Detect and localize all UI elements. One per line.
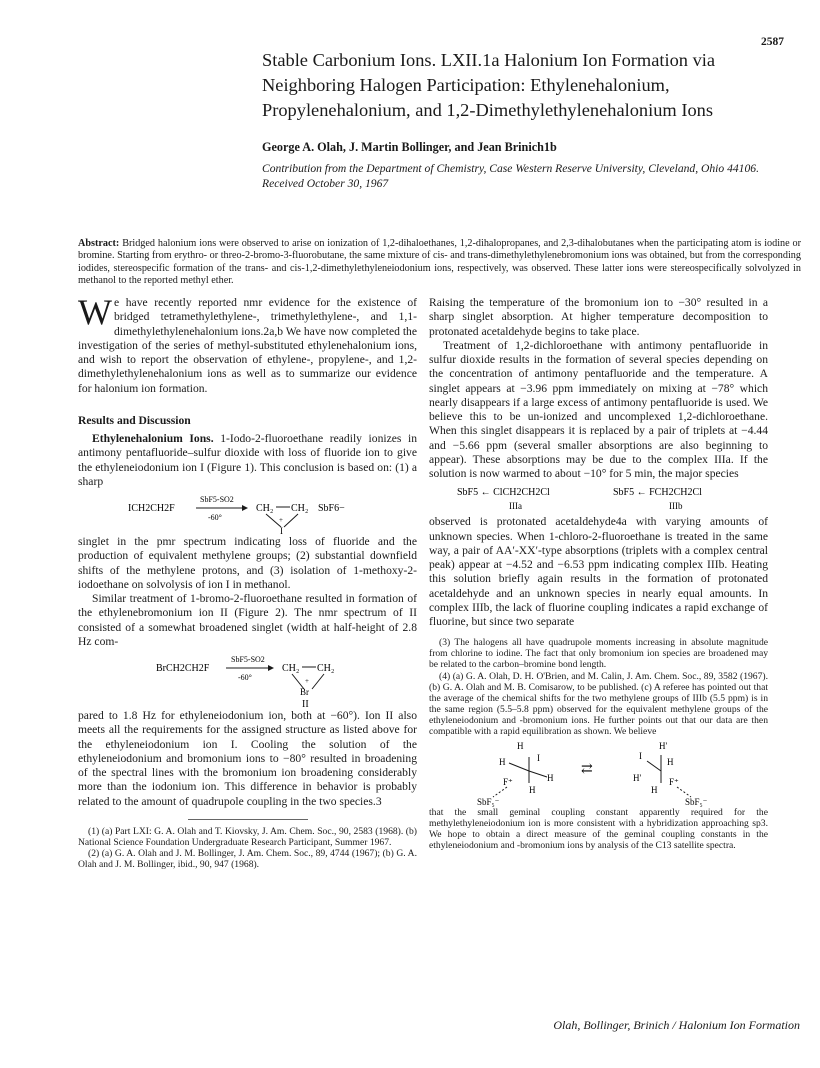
iodine-atom: I	[280, 526, 283, 535]
eq-left-iodine: I	[537, 753, 540, 764]
body-paragraph: Raising the temperature of the bromonium ion to −30° resulted in a sharp singlet absorption. At higher temperature decomposition to protonated acetaldehyde begins to take place.	[429, 296, 768, 338]
footnote-continuation	[429, 807, 768, 851]
affiliation: Contribution from the Department of Chemistry, Case Western Reserve University, Cleveland, Ohio 44106. Received October 30, 1967	[262, 162, 759, 190]
footnote: that the small geminal coupling constant apparently required for the methylethyleneiodonium ion is more consistent with a hybridization approaching sp3. We hope to obtain a direct measure of the geminal coupling constants in the ethyleneiodonium and -bromonium ions by analysis of the C13 satellite spectra.	[429, 807, 768, 852]
arrowhead-1	[242, 505, 248, 511]
reaction-1-drawing	[78, 489, 417, 535]
eq-left-bond-3	[529, 771, 547, 777]
bromine-atom: Br	[300, 687, 309, 697]
footnote: (2) (a) G. A. Olah and J. M. Bollinger, J. Am. Chem. Soc., 89, 4744 (1967); (b) G. A. Olah and J. M. Bollinger, ibid., 90, 947 (1968).	[78, 847, 417, 871]
arrowhead-2	[268, 665, 274, 671]
ch2-left: CH₂	[256, 503, 274, 514]
eq-right-anion: SbF₅⁻	[685, 797, 708, 808]
cbr-bond-right	[312, 674, 324, 689]
footnote: (1) (a) Part LXI: G. A. Olah and T. Kiovsky, J. Am. Chem. Soc., 90, 2583 (1968). (b) National Science Foundation Undergraduate Research Participant, Summer 1967.	[78, 825, 417, 848]
ci-bond-right	[284, 514, 298, 527]
eq-right-fluorine: F⁺	[669, 777, 679, 788]
complex-iiib-label: IIIb	[669, 501, 683, 512]
eq-left-h-side: H	[499, 757, 506, 768]
eq-right-iodine: I	[639, 751, 642, 762]
footnotes-left	[78, 826, 417, 870]
abstract-label: Abstract:	[78, 238, 120, 249]
eq-left-h-right: H	[547, 773, 554, 784]
eq-left-h-top: H	[517, 741, 524, 752]
left-column	[78, 292, 417, 871]
eq-right-h-top: H′	[659, 741, 668, 752]
running-footer: Olah, Bollinger, Brinich / Halonium Ion Formation	[553, 1018, 800, 1032]
footnote-rule	[188, 819, 308, 820]
compound-label-2: II	[302, 699, 309, 709]
ch2-right: CH₂	[291, 503, 309, 514]
section-heading: Results and Discussion	[78, 413, 191, 427]
drop-cap: W	[78, 292, 112, 332]
temperature-2: -60°	[238, 673, 252, 682]
body-paragraph: observed is protonated acetaldehyde4a with varying amounts of unknown species. When 1-chloro-2-fluoroethane is treated in the same way, a pair of AA′-XX′-type absorptions (triplets with a complex central peak) appear at −4.52 and −6.53 ppm indicating complex IIIb. Heating this solution briefly again results in the formation of protonated acetaldehyde and an unknown species in nearly equal amounts. In complex IIIb, the lack of fluorine coupling indicates a rapid exchange of fluorine, but since two separate	[429, 515, 768, 628]
ch2-left-2: CH₂	[282, 663, 300, 674]
author-list: George A. Olah, J. Martin Bollinger, and Jean Brinich1b	[262, 140, 557, 154]
plus-charge-1: +	[279, 516, 283, 524]
eq-right-h-bottom: H	[651, 785, 658, 796]
paper-header	[262, 48, 802, 191]
reaction-scheme-2	[78, 649, 417, 709]
equilibrium-arrows: ⇄	[581, 762, 593, 778]
eq-left-h-bottom: H	[529, 785, 536, 796]
eq-left-fsb-bond	[493, 787, 507, 797]
page-number: 2587	[761, 36, 784, 48]
temperature-1: -60°	[208, 513, 222, 522]
reagent-1: SbF5-SO2	[200, 495, 234, 504]
body-paragraph: pared to 1.8 Hz for ethyleneiodonium ion, both at −60°). Ion II also meets all the requirements for the assigned structure as listed above for the ethyleneiodonium ion I. Cooling the solution of the ethyleneiodonium and bromonium ions to −80° resulted in broadening of the spectral lines with the bromonium ion broadening considerably more than the iodonium ion. This difference in behavior is probably related to the amount of quadrupole coupling in the two species.3	[78, 709, 417, 808]
body-paragraph: Ethylenehalonium Ions. 1-Iodo-2-fluoroethane readily ionizes in antimony pentafluoride–sulfur dioxide with loss of fluoride ion to give the ethyleneiodonium ion I (Figure 1). This conclusion is based on: (1) a sharp	[78, 432, 417, 488]
complex-iiia: SbF5 ← ClCH2CH2Cl	[457, 487, 550, 499]
body-paragraph: Similar treatment of 1-bromo-2-fluoroethane resulted in formation of the ethylenebromonium ion II (Figure 2). The nmr spectrum of II consisted of a somewhat broadened singlet (width at half-height of 2.8 Hz com-	[78, 592, 417, 648]
paper-title: Stable Carbonium Ions. LXII.1a Halonium Ion Formation via Neighboring Halogen Participation: Ethylenehalonium, Propylenehalonium, and 1,2-Dimethylethylenehalonium Ions	[262, 50, 716, 120]
eq-left-bond-1	[509, 763, 529, 771]
reaction-2-drawing	[78, 649, 417, 709]
reactant-1: ICH2CH2F	[128, 503, 175, 514]
body-paragraph: Treatment of 1,2-dichloroethane with antimony pentafluoride in sulfur dioxide results in the formation of several species depending on the concentration of antimony pentafluoride and the temperature. A singlet appears at −3.96 ppm immediately on mixing at −78° which nearly disappears if a large excess of antimony pentafluoride is used. We believe this to be un-ionized and uncomplexed 1,2-dichloroethane. When this singlet disappears it is replaced by a pair of triplets at −4.44 and −5.66 ppm (several smaller absorptions are also beginning to appear). These absorptions may be due to the complex IIIa. If the solution is now warmed to about −10° for 5 min, the major species	[429, 338, 768, 480]
ch2-right-2: CH₂	[317, 663, 335, 674]
complex-iiib: SbF5 ← FCH2CH2Cl	[613, 487, 702, 499]
plus-charge-2: +	[305, 677, 309, 685]
complex-drawing	[429, 481, 768, 515]
equilibrium-drawing	[429, 737, 768, 807]
abstract-text: Bridged halonium ions were observed to arise on ionization of 1,2-dihaloethanes, 1,2-dihalopropanes, and 2,3-dihalobutanes when the participating atom is iodine or bromine. Starting from erythro- or threo-2-bromo-3-fluorobutane, the same mixture of cis- and trans-dimethylethylenebromonium ions was obtained, but from the corresponding iodides, stereospecific formation of the trans- and cis-1,2-dimethylethyleneiodonium ions, respectively, was observed. These latter ions were stereospecifically solvolyzed in methanol to the reported methyl ether.	[78, 238, 802, 286]
abstract	[78, 238, 801, 287]
eq-right-h-left: H′	[633, 773, 642, 784]
complex-structures	[429, 481, 768, 515]
equilibrium-scheme	[429, 737, 768, 807]
eq-right-h-side: H	[667, 757, 674, 768]
intro-paragraph: We have recently reported nmr evidence for the existence of bridged tetramethylethylene-, trimethylethylene-, and 1,1-dimethylethylenehalonium ions.2a,b We have now completed the investigation of the series of methyl-substituted ethylenehalonium ions, and wish to report the observation of ethylene-, propylene-, and 1,2-dimethylethylenehalonium ions as well as to summarize our evidence for halonium ion formation.	[78, 292, 417, 395]
footnotes-right	[429, 637, 768, 737]
reactant-2: BrCH2CH2F	[156, 663, 210, 674]
eq-left-anion: SbF₅⁻	[477, 797, 500, 808]
eq-left-fluorine: F⁺	[503, 777, 513, 788]
reaction-scheme-1	[78, 489, 417, 535]
eq-right-bond-1	[647, 761, 661, 771]
eq-right-fsb-bond	[677, 787, 691, 797]
right-column	[429, 296, 768, 851]
complex-iiia-label: IIIa	[509, 501, 522, 512]
subsection-heading: Ethylenehalonium Ions.	[92, 432, 214, 445]
footnote: (3) The halogens all have quadrupole moments increasing in absolute magnitude from chlorine to iodine. The fact that only bromonium ion species are broadened may be related to the carbon–bromine bond length.	[429, 637, 768, 671]
reagent-2: SbF5-SO2	[231, 655, 265, 664]
anion-1: SbF6−	[318, 503, 345, 514]
footnote: (4) (a) G. A. Olah, D. H. O'Brien, and M. Calin, J. Am. Chem. Soc., 89, 3582 (1967). (b) G. A. Olah and M. B. Comisarow, to be published. (c) A referee has pointed out that the average of the chemical shifts for the two methylene groups of IIIb (5.5 ppm) is in the same region (5.5–5.8 ppm) observed for the equivalent methylene groups of the ethyleneiodonium and -bromonium ions. He further points out that our data are then compatible with a rapid equilibration as shown. We believe	[429, 670, 768, 737]
body-paragraph: singlet in the pmr spectrum indicating loss of fluoride and the production of equivalent methylene groups; (2) substantial downfield shifts of the methylene protons, and (3) isolation of 1-methoxy-2-iodoethane on solvolysis of ion I in methanol.	[78, 535, 417, 591]
